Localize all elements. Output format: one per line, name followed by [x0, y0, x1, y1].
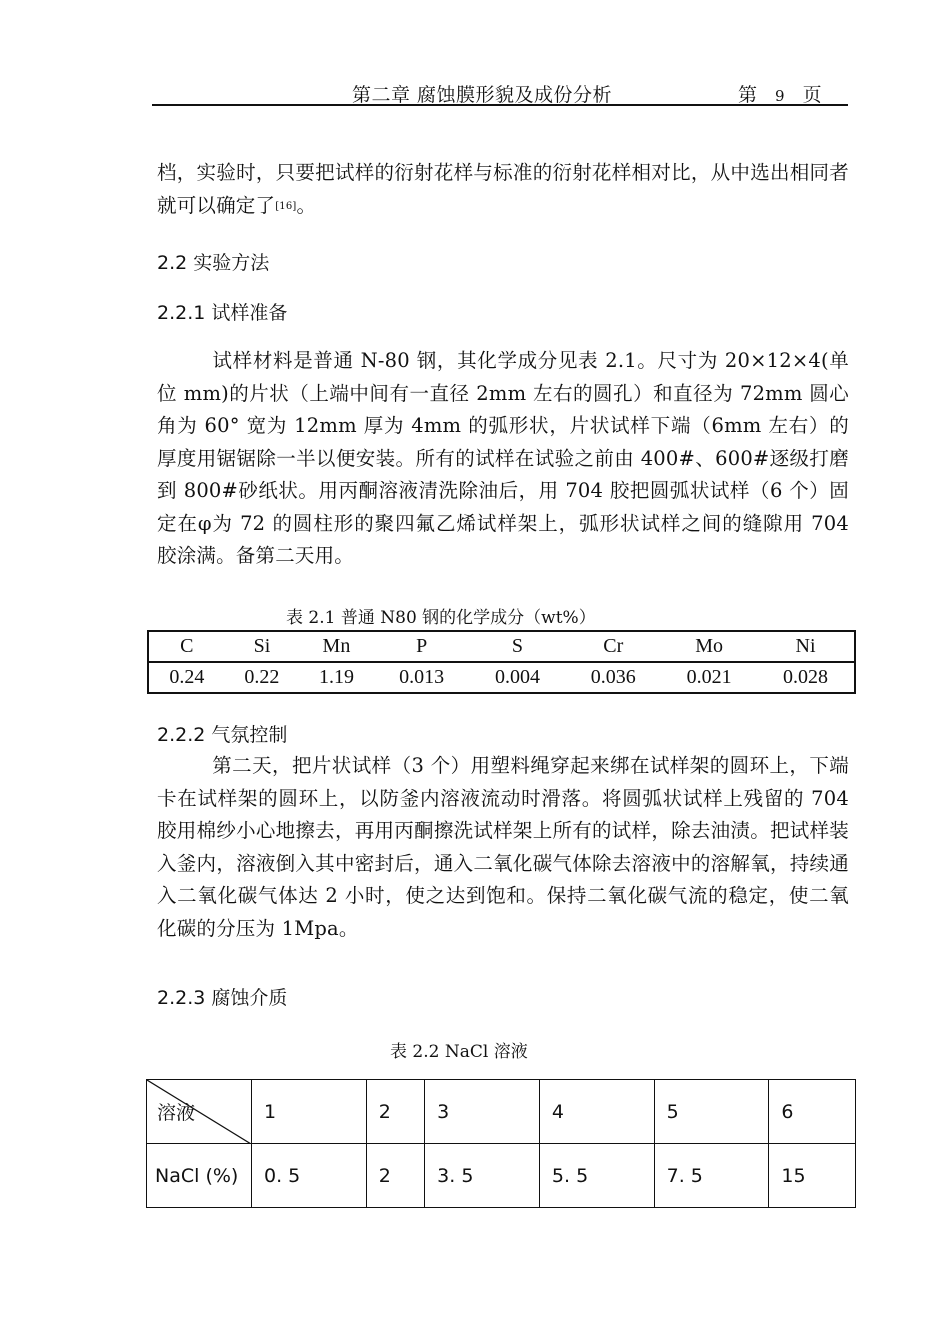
solution-number: 3	[425, 1080, 540, 1144]
solution-number: 5	[654, 1080, 769, 1144]
composition-table	[147, 630, 856, 694]
solution-number: 6	[769, 1080, 856, 1144]
element-value: 0.004	[470, 662, 566, 693]
element-header: Mn	[299, 631, 374, 662]
intro-text: 档，实验时，只要把试样的衍射花样与标准的衍射花样相对比，从中选出相同者就可以确定了	[157, 161, 849, 217]
element-header: C	[148, 631, 225, 662]
specimen-prep-paragraph	[157, 345, 849, 573]
element-header: S	[470, 631, 566, 662]
element-header: Ni	[757, 631, 855, 662]
nacl-header-row	[147, 1080, 856, 1144]
nacl-value: 0. 5	[252, 1144, 367, 1208]
section-heading-2-2-1: 2.2.1 试样准备	[157, 302, 288, 324]
element-header: Mo	[661, 631, 757, 662]
nacl-value: 7. 5	[654, 1144, 769, 1208]
atmosphere-paragraph	[157, 750, 849, 945]
row-label: NaCl (%)	[147, 1144, 252, 1208]
solution-number: 2	[366, 1080, 424, 1144]
intro-end: 。	[296, 193, 317, 217]
nacl-value: 2	[366, 1144, 424, 1208]
composition-header-row	[148, 631, 855, 662]
nacl-value: 15	[769, 1144, 856, 1208]
table2-caption: 表 2.2 NaCl 溶液	[390, 1042, 528, 1062]
element-header: P	[374, 631, 470, 662]
element-value: 1.19	[299, 662, 374, 693]
solution-number: 1	[252, 1080, 367, 1144]
nacl-value-row	[147, 1144, 856, 1208]
element-header: Cr	[565, 631, 661, 662]
section-heading-2-2: 2.2 实验方法	[157, 252, 270, 274]
section-heading-2-2-3: 2.2.3 腐蚀介质	[157, 987, 288, 1009]
element-value: 0.028	[757, 662, 855, 693]
composition-value-row	[148, 662, 855, 693]
nacl-table	[146, 1079, 856, 1208]
header-rule	[152, 104, 848, 106]
page-prefix: 第	[738, 84, 758, 106]
diagonal-corner-cell	[147, 1080, 252, 1144]
page-suffix: 页	[802, 84, 822, 106]
atmosphere-text: 第二天，把片状试样（3 个）用塑料绳穿起来绑在试样架的圆环上，下端卡在试样架的圆环上，以防釜内溶液流动时滑落。将圆弧状试样上残留的 704 胶用棉纱小心地擦去，再用丙酮擦洗试样架上所有的试样，除去油渍。把试样装入釜内，溶液倒入其中密封后，通入二氧化碳气体除去溶液中的溶解氧，持续通入二氧化碳气体达 2 小时，使之达到饱和。保持二氧化碳气流的稳定，使二氧化碳的分压为 1Mpa。	[157, 754, 849, 940]
table1-caption: 表 2.1 普通 N80 钢的化学成分（wt%）	[286, 608, 596, 628]
running-header-title: 第二章 腐蚀膜形貌及成份分析	[352, 84, 613, 106]
element-value: 0.021	[661, 662, 757, 693]
nacl-value: 3. 5	[425, 1144, 540, 1208]
element-header: Si	[225, 631, 300, 662]
element-value: 0.24	[148, 662, 225, 693]
element-value: 0.013	[374, 662, 470, 693]
intro-paragraph	[157, 157, 849, 223]
specimen-prep-text: 试样材料是普通 N-80 钢，其化学成分见表 2.1。尺寸为 20×12×4(单位 mm)的片状（上端中间有一直径 2mm 左右的圆孔）和直径为 72mm 圆心角为 60° 宽为 12mm 厚为 4mm 的弧形状，片状试样下端（6mm 左右）的厚度用锯锯除一半以便安装。所有的试样在试验之前由 400#、600#逐级打磨到 800#砂纸状。用丙酮溶液清洗除油后，用 704 胶把圆弧状试样（6 个）固定在φ为 72 的圆柱形的聚四氟乙烯试样架上，弧形状试样之间的缝隙用 704 胶涂满。备第二天用。	[157, 349, 849, 567]
element-value: 0.22	[225, 662, 300, 693]
element-value: 0.036	[565, 662, 661, 693]
page-number-label	[738, 80, 822, 107]
citation-ref: [16]	[275, 200, 297, 212]
nacl-value: 5. 5	[539, 1144, 654, 1208]
page-number: 9	[775, 87, 785, 105]
section-heading-2-2-2: 2.2.2 气氛控制	[157, 724, 288, 746]
solution-number: 4	[539, 1080, 654, 1144]
corner-label: 溶液	[157, 1102, 196, 1124]
